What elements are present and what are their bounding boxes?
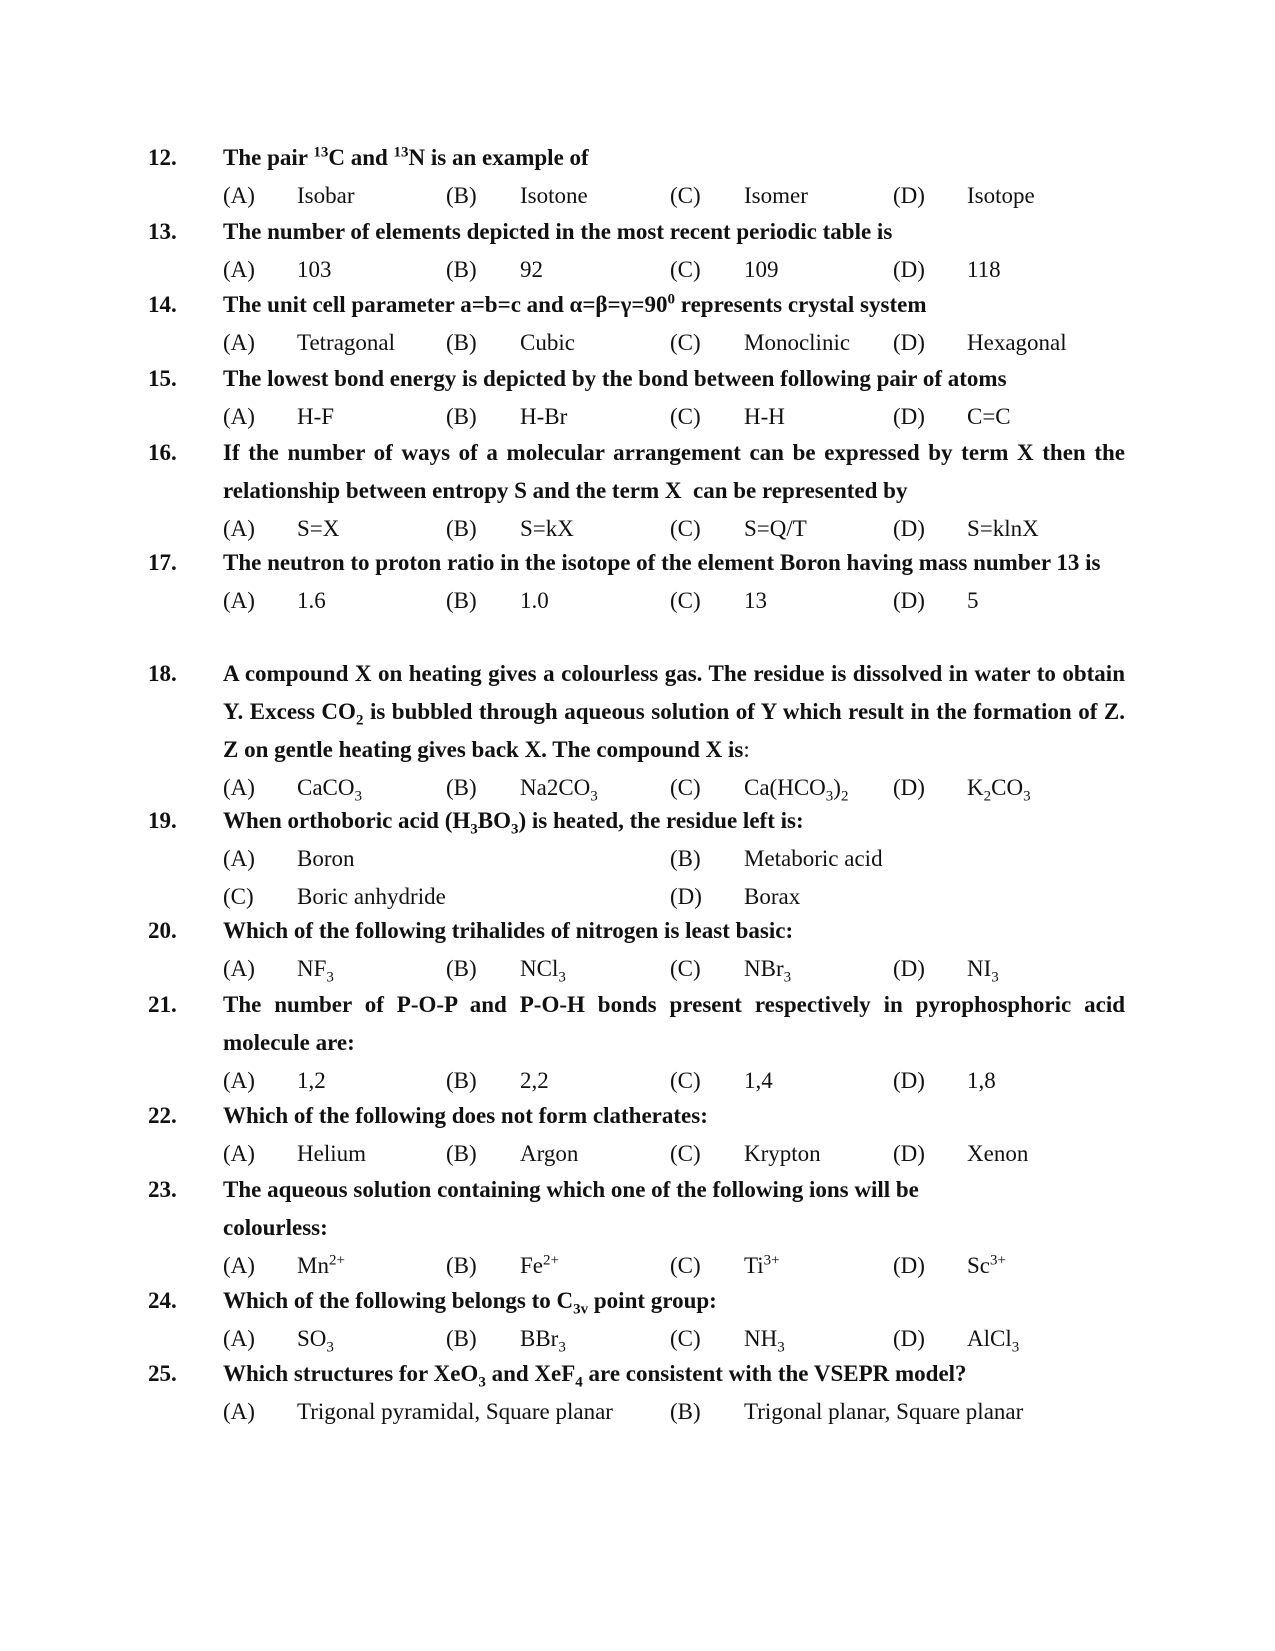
option-value: Hexagonal <box>967 330 1067 355</box>
question-number: 22. <box>148 1103 177 1128</box>
option-value: 1,4 <box>744 1068 773 1093</box>
option-value: 109 <box>744 257 779 282</box>
option-label: (D) <box>893 588 925 613</box>
option-value: Helium <box>297 1141 366 1166</box>
option-value: 92 <box>520 257 543 282</box>
question-number: 15. <box>148 366 177 391</box>
question-20 <box>148 912 1125 988</box>
option-value: Krypton <box>744 1141 821 1166</box>
question-number: 24. <box>148 1288 177 1313</box>
option-value: NCl$_3$ <box>520 956 566 986</box>
question-number: 18. <box>148 661 177 686</box>
option-value: 1,2 <box>297 1068 326 1093</box>
option-label: (B) <box>446 1068 477 1093</box>
options-row <box>223 950 1125 988</box>
question-text: If the number of ways of a molecular arrangement can be expressed by term X then the relationship between entropy S and the term X can be represented by <box>223 440 1125 503</box>
option-value: 1,8 <box>967 1068 996 1093</box>
option-value: 103 <box>297 257 332 282</box>
option-label: (D) <box>893 330 925 355</box>
option-value: 1.6 <box>297 588 326 613</box>
option-value: H-H <box>744 404 785 429</box>
option-label: (B) <box>446 1141 477 1166</box>
options-row <box>223 324 1125 362</box>
option-label: (A) <box>223 330 255 355</box>
option-value: C=C <box>967 404 1011 429</box>
option-label: (D) <box>893 956 925 981</box>
option-label: (C) <box>670 775 701 800</box>
question-text: Which structures for XeO$_3$ and XeF$_4$ are consistent with the VSEPR model? <box>223 1361 967 1391</box>
options-row <box>223 1247 1125 1285</box>
option-value: $NF_3$ <box>297 956 334 986</box>
option-label: (B) <box>446 257 477 282</box>
question-number: 13. <box>148 219 177 244</box>
options-row <box>223 1062 1125 1100</box>
question-text: The number of elements depicted in the most recent periodic table is <box>223 219 893 244</box>
option-label: (A) <box>223 588 255 613</box>
option-value: S=Q/T <box>744 516 807 541</box>
question-text: Which of the following belongs to $C_{3v}$ point group: <box>223 1288 717 1318</box>
question-24 <box>148 1282 1125 1358</box>
option-label: (D) <box>893 1141 925 1166</box>
option-value: Borax <box>744 884 801 909</box>
option-label: (B) <box>670 846 701 871</box>
option-value: 1.0 <box>520 588 549 613</box>
option-value: 2,2 <box>520 1068 549 1093</box>
question-text: When orthoboric acid $(H_3BO_3)$ is heated, the residue left is: <box>223 808 804 838</box>
options-row <box>223 1320 1125 1358</box>
question-text: The neutron to proton ratio in the isotope of the element Boron having mass number 13 is <box>223 550 1101 575</box>
option-label: (C) <box>670 1326 701 1351</box>
option-value: Isobar <box>297 183 355 208</box>
option-label: (D) <box>893 257 925 282</box>
option-label: (A) <box>223 516 255 541</box>
option-label: (C) <box>670 330 701 355</box>
option-label: (B) <box>446 1253 477 1278</box>
option-label: (D) <box>670 884 702 909</box>
question-number: 20. <box>148 918 177 943</box>
option-value: H-F <box>297 404 335 429</box>
option-value: BBr$_3$ <box>520 1326 566 1356</box>
option-label: (D) <box>893 404 925 429</box>
options-row <box>223 398 1125 436</box>
option-value: Isomer <box>744 183 808 208</box>
question-23 <box>148 1171 1125 1285</box>
option-value: $NI_3$ <box>967 956 999 986</box>
question-13 <box>148 213 1125 289</box>
option-value: S=X <box>297 516 340 541</box>
option-label: (A) <box>223 404 255 429</box>
option-label: (D) <box>893 1326 925 1351</box>
question-number: 23. <box>148 1177 177 1202</box>
option-label: (D) <box>893 516 925 541</box>
question-text: The aqueous solution containing which one of the following ions will be colourless: <box>223 1177 919 1240</box>
option-value: $K_2CO_3$ <box>967 775 1031 805</box>
option-value: Isotope <box>967 183 1035 208</box>
question-text: The lowest bond energy is depicted by the bond between following pair of atoms <box>223 366 1007 391</box>
option-label: (A) <box>223 1141 255 1166</box>
question-text: Which of the following does not form clatherates: <box>223 1103 708 1128</box>
options-row <box>223 878 1125 916</box>
option-label: (A) <box>223 956 255 981</box>
question-21 <box>148 986 1125 1100</box>
option-value: Cubic <box>520 330 575 355</box>
options-row <box>223 177 1125 215</box>
option-label: (B) <box>446 588 477 613</box>
option-label: (B) <box>446 330 477 355</box>
question-text: The number of P-O-P and P-O-H bonds present respectively in pyrophosphoric acid molecule are: <box>223 992 1125 1055</box>
options-row <box>223 840 1125 878</box>
option-label: (D) <box>893 1068 925 1093</box>
option-label: (A) <box>223 1068 255 1093</box>
option-label: (C) <box>670 956 701 981</box>
option-value: $SO_3$ <box>297 1326 334 1356</box>
option-label: (A) <box>223 846 255 871</box>
option-label: (C) <box>670 1068 701 1093</box>
option-label: (A) <box>223 1326 255 1351</box>
question-text: The pair $^{13}$C and $^{13}$N is an example of <box>223 144 589 170</box>
question-text: A compound X on heating gives a colourless gas. The residue is dissolved in water to obtain Y. Excess $CO_2$ is bubbled through aqueous solution of Y which result in the formation of Z. Z on gentle heating gives back X. The compound X is: <box>223 661 1125 762</box>
option-value: Isotone <box>520 183 588 208</box>
question-number: 14. <box>148 292 177 317</box>
option-value: $Ti^{3+}$ <box>744 1252 780 1278</box>
option-label: (C) <box>670 404 701 429</box>
question-text: Which of the following trihalides of nitrogen is least basic: <box>223 918 794 943</box>
option-value: $Ca(HCO_3)_2$ <box>744 775 849 805</box>
option-value: CaCO$_3$ <box>297 775 362 805</box>
option-value: $Sc^{3+}$ <box>967 1252 1006 1278</box>
question-number: 25. <box>148 1361 177 1386</box>
question-25 <box>148 1355 1125 1431</box>
question-14 <box>148 286 1125 362</box>
question-number: 17. <box>148 550 177 575</box>
option-value: $NH_3$ <box>744 1326 785 1356</box>
option-label: (B) <box>446 775 477 800</box>
option-value: $Na2CO_3$ <box>520 775 598 805</box>
option-label: (B) <box>446 404 477 429</box>
option-value: H-Br <box>520 404 568 429</box>
option-label: (B) <box>446 516 477 541</box>
option-value: Xenon <box>967 1141 1029 1166</box>
question-number: 21. <box>148 992 177 1017</box>
question-12 <box>148 139 1125 215</box>
option-label: (B) <box>446 1326 477 1351</box>
question-number: 12. <box>148 145 177 170</box>
option-value: S=kX <box>520 516 574 541</box>
option-label: (C) <box>670 183 701 208</box>
option-label: (A) <box>223 1399 255 1424</box>
option-value: AlCl$_3$ <box>967 1326 1020 1356</box>
question-number: 16. <box>148 440 177 465</box>
question-22 <box>148 1097 1125 1173</box>
option-value: Trigonal pyramidal, Square planar <box>297 1399 613 1424</box>
option-label: (C) <box>670 1141 701 1166</box>
question-18 <box>148 655 1125 807</box>
option-label: (A) <box>223 1253 255 1278</box>
question-15 <box>148 360 1125 436</box>
options-row <box>223 251 1125 289</box>
option-label: (B) <box>446 183 477 208</box>
option-label: (B) <box>446 956 477 981</box>
question-17 <box>148 544 1125 620</box>
option-value: Trigonal planar, Square planar <box>744 1399 1024 1424</box>
option-label: (C) <box>223 884 254 909</box>
question-19 <box>148 802 1125 916</box>
option-label: (B) <box>670 1399 701 1424</box>
question-16 <box>148 434 1125 548</box>
option-label: (C) <box>670 257 701 282</box>
option-value: Boric anhydride <box>297 884 446 909</box>
option-value: 5 <box>967 588 979 613</box>
option-label: (D) <box>893 183 925 208</box>
option-label: (A) <box>223 257 255 282</box>
question-text: The unit cell parameter a=b=c and $\alpha=\beta=\gamma=90^0$ represents crystal system <box>223 291 927 317</box>
option-value: $Mn^{2+}$ <box>297 1252 345 1278</box>
option-value: Tetragonal <box>297 330 396 355</box>
option-label: (A) <box>223 183 255 208</box>
options-row <box>223 1135 1125 1173</box>
options-row <box>223 582 1125 620</box>
option-label: (C) <box>670 588 701 613</box>
option-value: NBr$_3$ <box>744 956 792 986</box>
option-value: Boron <box>297 846 355 871</box>
option-value: Argon <box>520 1141 579 1166</box>
option-label: (C) <box>670 516 701 541</box>
options-row <box>223 510 1125 548</box>
option-label: (A) <box>223 775 255 800</box>
option-label: (D) <box>893 775 925 800</box>
option-value: S=klnX <box>967 516 1039 541</box>
option-value: Monoclinic <box>744 330 851 355</box>
option-value: $Fe^{2+}$ <box>520 1252 559 1278</box>
option-label: (D) <box>893 1253 925 1278</box>
question-number: 19. <box>148 808 177 833</box>
option-value: 13 <box>744 588 767 613</box>
option-label: (C) <box>670 1253 701 1278</box>
option-value: 118 <box>967 257 1001 282</box>
options-row <box>223 1393 1125 1431</box>
option-value: Metaboric acid <box>744 846 883 871</box>
